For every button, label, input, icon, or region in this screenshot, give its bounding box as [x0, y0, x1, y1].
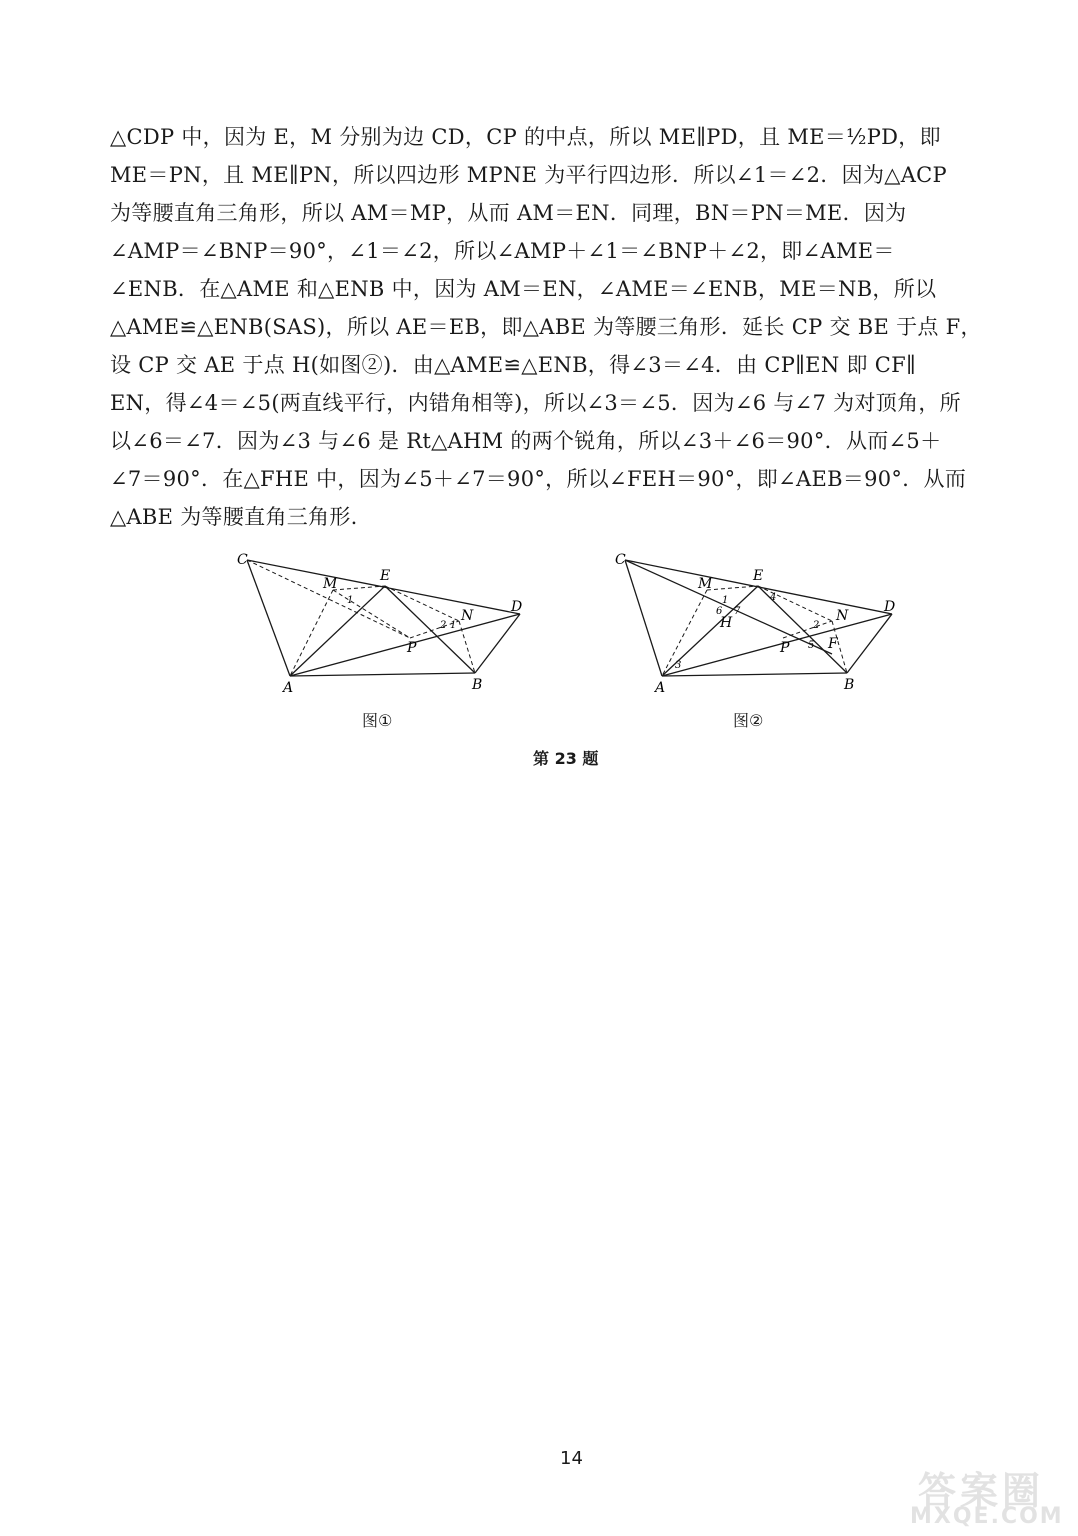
figures: [225, 548, 925, 738]
fig2-label-D: D: [884, 599, 896, 615]
fig2-label-A: A: [655, 680, 666, 696]
figure-2: [610, 548, 920, 698]
figure-2-caption: 图②: [733, 711, 764, 730]
text-line-8: EN，得∠4＝∠5(两直线平行，内错角相等)，所以∠3＝∠5．因为∠6 与∠7 为对顶角，所: [110, 391, 961, 415]
fig2-label-N: N: [836, 608, 849, 624]
fig2-label-C: C: [615, 552, 626, 568]
fig2-label-B: B: [844, 677, 855, 693]
fig2-label-F: F: [828, 636, 838, 652]
figure-1: [225, 548, 535, 698]
fig2-angle-5: 5: [808, 640, 815, 651]
watermark-logo: [892, 1460, 1062, 1530]
fig1-label-E: E: [380, 568, 391, 584]
fig2-angle-1: 1: [722, 595, 729, 606]
fig2-angle-3: 3: [675, 660, 682, 671]
fig1-label-A: A: [283, 680, 294, 696]
fig1-label-D: D: [511, 599, 523, 615]
text-line-10: ∠7＝90°．在△FHE 中，因为∠5＋∠7＝90°，所以∠FEH＝90°，即∠AEB＝90°．从而: [110, 467, 967, 491]
text-line-2: ME＝PN，且 ME∥PN，所以四边形 MPNE 为平行四边形．所以∠1＝∠2．因为△ACP: [110, 163, 947, 187]
fig1-label-N: N: [461, 608, 474, 624]
fig1-angle-1b: 1: [450, 620, 457, 631]
fig1-label-P: P: [407, 640, 417, 656]
text-line-1: △CDP 中，因为 E，M 分别为边 CD，CP 的中点，所以 ME∥PD，且 ME＝½PD，即: [110, 125, 941, 149]
fig1-angle-2: 2: [440, 620, 447, 631]
watermark-bottom: MXQE.COM: [910, 1504, 1064, 1529]
fig2-label-P: P: [780, 640, 790, 656]
watermark-top: 答案圈: [918, 1469, 1045, 1513]
fig1-label-B: B: [472, 677, 483, 693]
text-line-3: 为等腰直角三角形，所以 AM＝MP，从而 AM＝EN．同理，BN＝PN＝ME．因为: [110, 201, 907, 225]
text-line-4: ∠AMP＝∠BNP＝90°，∠1＝∠2，所以∠AMP＋∠1＝∠BNP＋∠2，即∠AME＝: [110, 239, 895, 263]
figure-1-diagram: [225, 548, 535, 698]
fig1-angle-1: 1: [347, 595, 354, 606]
fig2-angle-4: 4: [770, 592, 777, 603]
text-line-5: ∠ENB．在△AME 和△ENB 中，因为 AM＝EN，∠AME＝∠ENB，ME＝NB，所以: [110, 277, 937, 301]
figure-2-diagram: [610, 548, 920, 698]
fig2-angle-2: 2: [813, 620, 820, 631]
figure-1-caption: 图①: [362, 711, 393, 730]
fig1-label-C: C: [237, 552, 248, 568]
solution-text: [110, 118, 1010, 536]
fig1-label-M: M: [323, 576, 338, 592]
page-number: 14: [560, 1448, 583, 1469]
text-line-11: △ABE 为等腰直角三角形.: [110, 505, 358, 529]
text-line-9: 以∠6＝∠7．因为∠3 与∠6 是 Rt△AHM 的两个锐角，所以∠3＋∠6＝90°．从而∠5＋: [110, 429, 942, 453]
fig2-angle-6: 6: [716, 606, 723, 617]
fig2-label-M: M: [698, 576, 713, 592]
problem-label: 第 23 题: [533, 749, 599, 768]
fig2-angle-7: 7: [734, 606, 741, 617]
fig2-label-H: H: [720, 615, 733, 631]
text-line-7: 设 CP 交 AE 于点 H(如图②)．由△AME≌△ENB，得∠3＝∠4．由 CP∥EN 即 CF∥: [110, 353, 916, 377]
fig2-label-E: E: [753, 568, 764, 584]
text-line-6: △AME≌△ENB(SAS)，所以 AE＝EB，即△ABE 为等腰三角形．延长 CP 交 BE 于点 F，: [110, 315, 982, 339]
